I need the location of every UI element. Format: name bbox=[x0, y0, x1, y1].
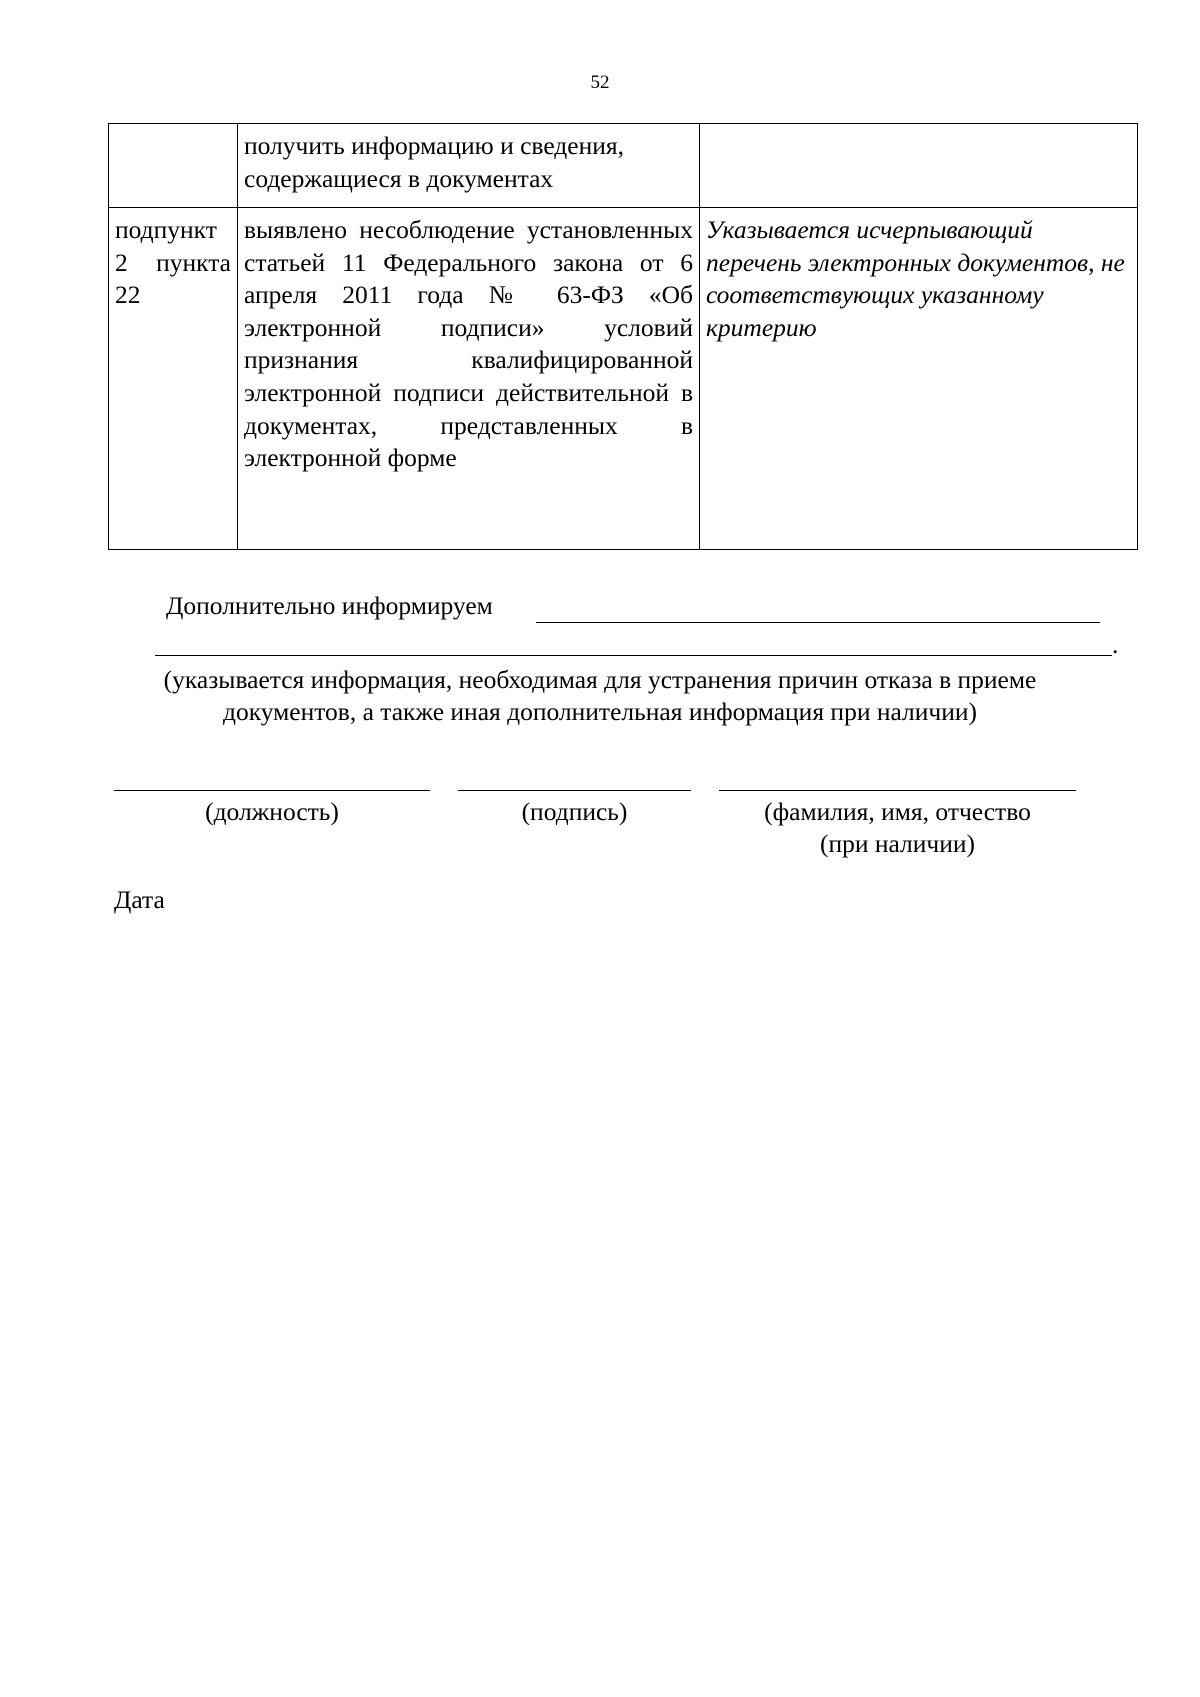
page-number: 52 bbox=[590, 72, 610, 93]
additional-info-label: Дополнительно информируем bbox=[166, 591, 493, 620]
table-row bbox=[109, 208, 1138, 550]
date-label: Дата bbox=[114, 885, 165, 914]
name-line bbox=[719, 790, 1076, 791]
signature-label: (подпись) bbox=[521, 797, 628, 826]
table-cell-clause bbox=[109, 124, 238, 208]
position-label: (должность) bbox=[205, 797, 339, 826]
table-cell-explanation: Указывается исчерпывающий перечень электронных документов, не соответствующих указанному критерию bbox=[700, 208, 1138, 550]
table-cell-reason: выявлено несоблюдение установленных статьей 11 Федерального закона от 6 апреля 2011 года № 63-ФЗ «Об электронной подписи» условий признания квалифицированной электронной подписи действительной в документах, представленных в электронной форме bbox=[238, 208, 700, 550]
signature-line bbox=[458, 790, 691, 791]
additional-info-note-line2: документов, а также иная дополнительная информация при наличии) bbox=[222, 697, 978, 726]
position-line bbox=[114, 790, 430, 791]
additional-info-line-1 bbox=[536, 622, 1100, 623]
table-cell-clause: подпункт 2 пункта 22 bbox=[109, 208, 238, 550]
table-row bbox=[109, 124, 1138, 208]
table-cell-reason: получить информацию и сведения, содержащиеся в документах bbox=[238, 124, 700, 208]
name-label-line1: (фамилия, имя, отчество bbox=[764, 797, 1031, 826]
table-cell-explanation bbox=[700, 124, 1138, 208]
additional-info-note-line1: (указывается информация, необходимая для устранения причин отказа в приеме bbox=[163, 665, 1037, 694]
additional-info-period: . bbox=[1112, 630, 1119, 659]
reasons-table bbox=[108, 123, 1138, 550]
name-label-line2: (при наличии) bbox=[819, 829, 976, 858]
additional-info-line-2 bbox=[155, 655, 1112, 656]
